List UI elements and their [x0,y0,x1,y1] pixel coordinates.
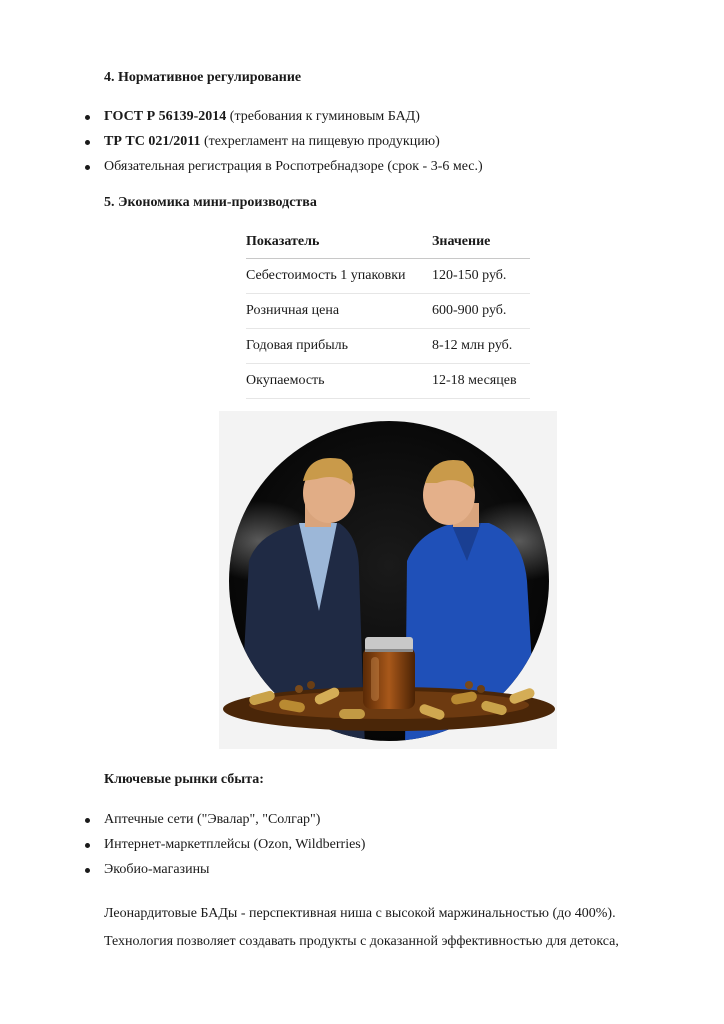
list-item-bold: ТР ТС 021/2011 [104,134,201,149]
economics-table [246,226,530,399]
table-cell: 600-900 руб. [432,294,530,329]
markets-list [0,811,365,886]
list-item-text: (требования к гуминовым БАД) [226,109,420,124]
table-header-value: Значение [432,226,530,259]
table-row [246,364,530,399]
section-heading-regulation: 4. Нормативное регулирование [104,70,302,85]
table-row [246,329,530,364]
list-item-text: Обязательная регистрация в Роспотребнадзоре (срок - 3-6 мес.) [104,159,483,174]
list-item [0,108,483,133]
table-cell: Годовая прибыль [246,329,432,364]
table-cell: Окупаемость [246,364,432,399]
list-item-text: (техрегламент на пищевую продукцию) [200,134,440,149]
list-item [0,811,365,836]
table-row [246,259,530,294]
table-cell: 8-12 млн руб. [432,329,530,364]
bullet-icon [85,818,90,823]
bullet-icon [85,868,90,873]
list-item-bold: ГОСТ Р 56139-2014 [104,109,227,124]
list-item [0,133,483,158]
list-item-text: Аптечные сети ("Эвалар", "Солгар") [104,812,321,827]
section-heading-economics: 5. Экономика мини-производства [104,195,317,210]
supplement-jar [363,637,415,709]
list-item [0,836,365,861]
product-illustration [219,411,557,749]
conclusion-line-2: Технология позволяет создавать продукты с доказанной эффективностью для детокса, [104,934,619,949]
table-cell: Розничная цена [246,294,432,329]
table-header-row [246,226,530,259]
list-item-text: Экобио-магазины [104,862,210,877]
table-cell: 120-150 руб. [432,259,530,294]
conclusion-line-1: Леонардитовые БАДы - перспективная ниша с высокой маржинальностью (до 400%). [104,906,616,921]
illustration-svg [219,411,557,749]
table-row [246,294,530,329]
bullet-icon [85,165,90,170]
list-item [0,861,365,886]
section-heading-markets: Ключевые рынки сбыта: [104,772,264,787]
table-cell: Себестоимость 1 упаковки [246,259,432,294]
bullet-icon [85,140,90,145]
bullet-icon [85,115,90,120]
bullet-icon [85,843,90,848]
table-header-indicator: Показатель [246,226,432,259]
table-cell: 12-18 месяцев [432,364,530,399]
list-item [0,158,483,183]
regulation-list [0,108,483,183]
list-item-text: Интернет-маркетплейсы (Ozon, Wildberries) [104,837,366,852]
